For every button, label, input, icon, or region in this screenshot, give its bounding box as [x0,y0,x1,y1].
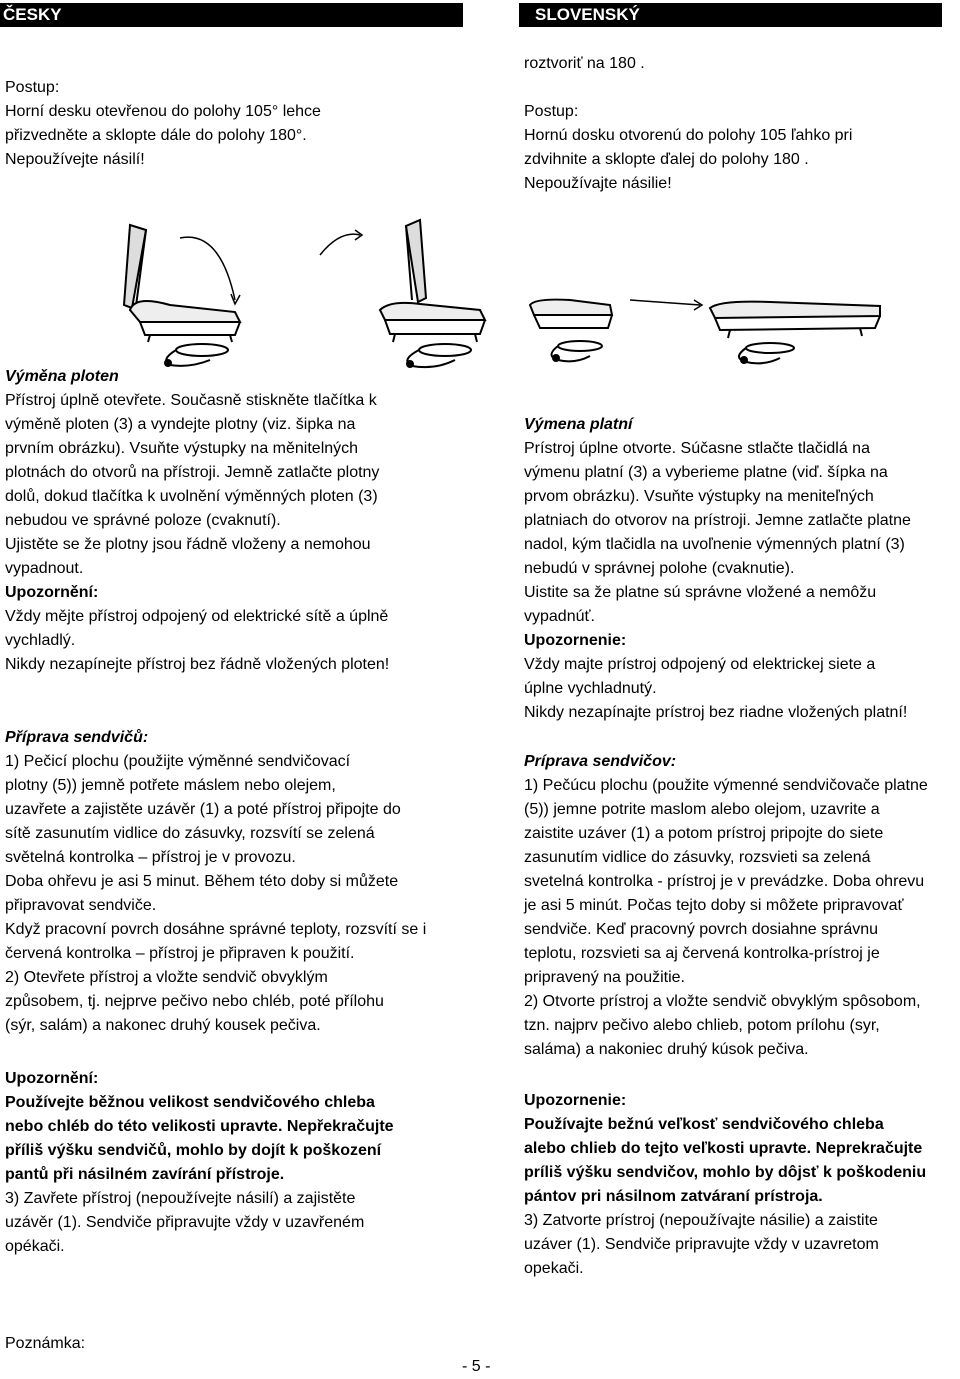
text-line: přizvedněte a sklopte dále do polohy 180°. [5,127,307,144]
warning-label: Upozornění: [5,584,99,601]
text-line: Nepoužívejte násilí! [5,151,145,168]
text-line: 2) Otevřete přístroj a vložte sendvič obvyklým [5,969,328,986]
text-line: tzn. najprv pečivo alebo chlieb, potom prílohu (syr, [524,1017,880,1034]
page-number: - 5 - [462,1358,491,1375]
bold-line: nebo chléb do této velikosti upravte. Nepřekračujte [5,1118,394,1135]
text-line: (5)) jemne potrite maslom alebo olejom, uzavrite a [524,801,880,818]
text-line: opékači. [5,1238,65,1255]
text-line: teplotu, rozsvieti sa aj červená kontrolka-prístroj je [524,945,880,962]
device-flat-icon [530,300,612,362]
device-open-105-icon [124,225,240,366]
text-line: (sýr, salám) a nakonec druhý kousek pečiva. [5,1017,321,1034]
text-line: Vždy mějte přístroj odpojený od elektrické sítě a úplně [5,608,389,625]
text-line: Uistite sa že platne sú správne vložené a nemôžu [524,584,877,601]
text-line: uzavřete a zajistěte uzávěr (1) a poté přístroj připojte do [5,801,401,818]
text-line: zaistite uzáver (1) a potom prístroj pripojte do siete [524,825,884,842]
slovak-preparation [524,750,960,1062]
note-label: Poznámka: [5,1335,86,1352]
text-line: 1) Pečicí plochu (použijte výměnné sendvičovací [5,753,351,770]
text-line: prvním obrázku). Vsuňte výstupky na měnitelných [5,440,359,457]
text-line: nebudou ve správné poloze (cvaknutí). [5,512,281,529]
arrow-right-icon [630,300,700,305]
text-line: prvom obrázku). Vsuňte výstupky na meniteľných [524,488,874,505]
rotate-arrow-icon [180,237,235,300]
sandwich-maker-drawings [110,200,890,390]
section-title: Příprava sendvičů: [5,729,149,746]
section-title: Príprava sendvičov: [524,753,677,770]
bold-line: Používejte běžnou velikost sendvičového chleba [5,1094,375,1111]
text-line: 1) Pečúcu plochu (použite výmenné sendvičovače platne [524,777,928,794]
text-line: výměně ploten (3) a vyndejte plotny (viz. šipka na [5,416,356,433]
text-line: Ujistěte se že plotny jsou řádně vloženy a nemohou [5,536,371,553]
czech-intro [5,76,465,172]
text-line: Doba ohřevu je asi 5 minut. Během této doby si můžete [5,873,399,890]
text-line: úplne vychladnutý. [524,680,657,697]
text-line: nebudú v správnej polohe (cvaknutie). [524,560,795,577]
text-line: platniach do otvorov na prístroji. Jemne zatlačte platne [524,512,911,529]
text-line: vypadnout. [5,560,84,577]
text-line: svetelná kontrolka - prístroj je v prevádzke. Doba ohrevu [524,873,925,890]
text-line: zdvihnite a sklopte ďalej do polohy 180 . [524,151,809,168]
text-line: Nikdy nezapínejte přístroj bez řádně vložených ploten! [5,656,390,673]
text-line: nadol, kým tlačidla na uvoľnenie výmenných platní (3) [524,536,905,553]
text-line: Vždy majte prístroj odpojený od elektrickej siete a [524,656,876,673]
text-line: Hornú dosku otvorenú do polohy 105 ľahko pri [524,127,853,144]
slovak-intro [524,52,954,196]
text-line: výmenu platní (3) a vyberieme platne (viď. šípka na [524,464,888,481]
text-line: dolů, dokud tlačítka k uvolnění výměnných ploten (3) [5,488,378,505]
text-line: plotny (5)) jemně potřete máslem nebo olejem, [5,777,336,794]
caution-label: Upozornění: [5,1070,99,1087]
bold-line: příliš výšku sendvičů, mohlo by dojít k poškození [5,1142,382,1159]
intro-label: Postup: [5,79,60,96]
text-line: je asi 5 minút. Počas tejto doby si môžete pripravovať [524,897,904,914]
text-line: uzávěr (1). Sendviče připravujte vždy v uzavřeném [5,1214,365,1231]
czech-header: ČESKY [0,3,463,27]
warning-label: Upozornenie: [524,632,627,649]
czech-plate-change [5,365,465,677]
intro-label: Postup: [524,103,579,120]
slovak-caution [524,1089,960,1281]
text-line: Nikdy nezapínajte prístroj bez riadne vložených platní! [524,704,908,721]
slovak-header: SLOVENSKÝ [519,3,942,27]
section-title: Výmena platní [524,416,633,433]
text-line: připravovat sendviče. [5,897,157,914]
text-line: saláma) a nakoniec druhý kúsok pečiva. [524,1041,809,1058]
czech-preparation [5,726,465,1038]
bold-line: pantů při násilném zavírání přístroje. [5,1166,285,1183]
text-line: vychladlý. [5,632,76,649]
text-line: sendviče. Keď pracovný povrch dosiahne správnu [524,921,879,938]
caution-label: Upozornenie: [524,1092,627,1109]
text-line: pripravený na použitie. [524,969,685,986]
text-line: opekači. [524,1260,584,1277]
text-line: Horní desku otevřenou do polohy 105° lehce [5,103,321,120]
text-line: 2) Otvorte prístroj a vložte sendvič obvyklým spôsobom, [524,993,921,1010]
text-line: světelná kontrolka – přístroj je v provozu. [5,849,296,866]
text-line: Nepoužívajte násilie! [524,175,672,192]
device-fully-open-icon [710,302,880,364]
bold-line: Používajte bežnú veľkosť sendvičového chleba [524,1116,884,1133]
section-title: Výměna ploten [5,368,119,385]
text-line: vypadnúť. [524,608,595,625]
text-line: Přístroj úplně otevřete. Současně stiskněte tlačítka k [5,392,377,409]
text-line: sítě zasunutím vidlice do zásuvky, rozsvítí se zelená [5,825,375,842]
bold-line: pántov pri násilnom zatváraní prístroja. [524,1188,823,1205]
text-line: Prístroj úplne otvorte. Súčasne stlačte tlačidlá na [524,440,870,457]
text-line: uzáver (1). Sendviče pripravujte vždy v uzavretom [524,1236,879,1253]
text-line: zasunutím vidlice do zásuvky, rozsvieti sa zelená [524,849,871,866]
appliance-illustration [110,200,890,390]
czech-caution [5,1067,465,1259]
text-line: 3) Zatvorte prístroj (nepoužívajte násilie) a zaistite [524,1212,878,1229]
text-line: roztvoriť na 180 . [524,55,645,72]
text-line: červená kontrolka – přístroj je připraven k použití. [5,945,355,962]
bold-line: alebo chlieb do tejto veľkosti upravte. Neprekračujte [524,1140,923,1157]
text-line: Když pracovní povrch dosáhne správné teploty, rozsvítí se i [5,921,427,938]
text-line: 3) Zavřete přístroj (nepoužívejte násilí) a zajistěte [5,1190,356,1207]
bold-line: príliš výšku sendvičov, mohlo by dôjsť k poškodeniu [524,1164,927,1181]
text-line: plotnách do otvorů na přístroji. Jemně zatlačte plotny [5,464,380,481]
slovak-plate-change [524,413,960,725]
device-open-180-icon [380,220,485,367]
text-line: způsobem, tj. nejprve pečivo nebo chléb, poté přílohu [5,993,384,1010]
